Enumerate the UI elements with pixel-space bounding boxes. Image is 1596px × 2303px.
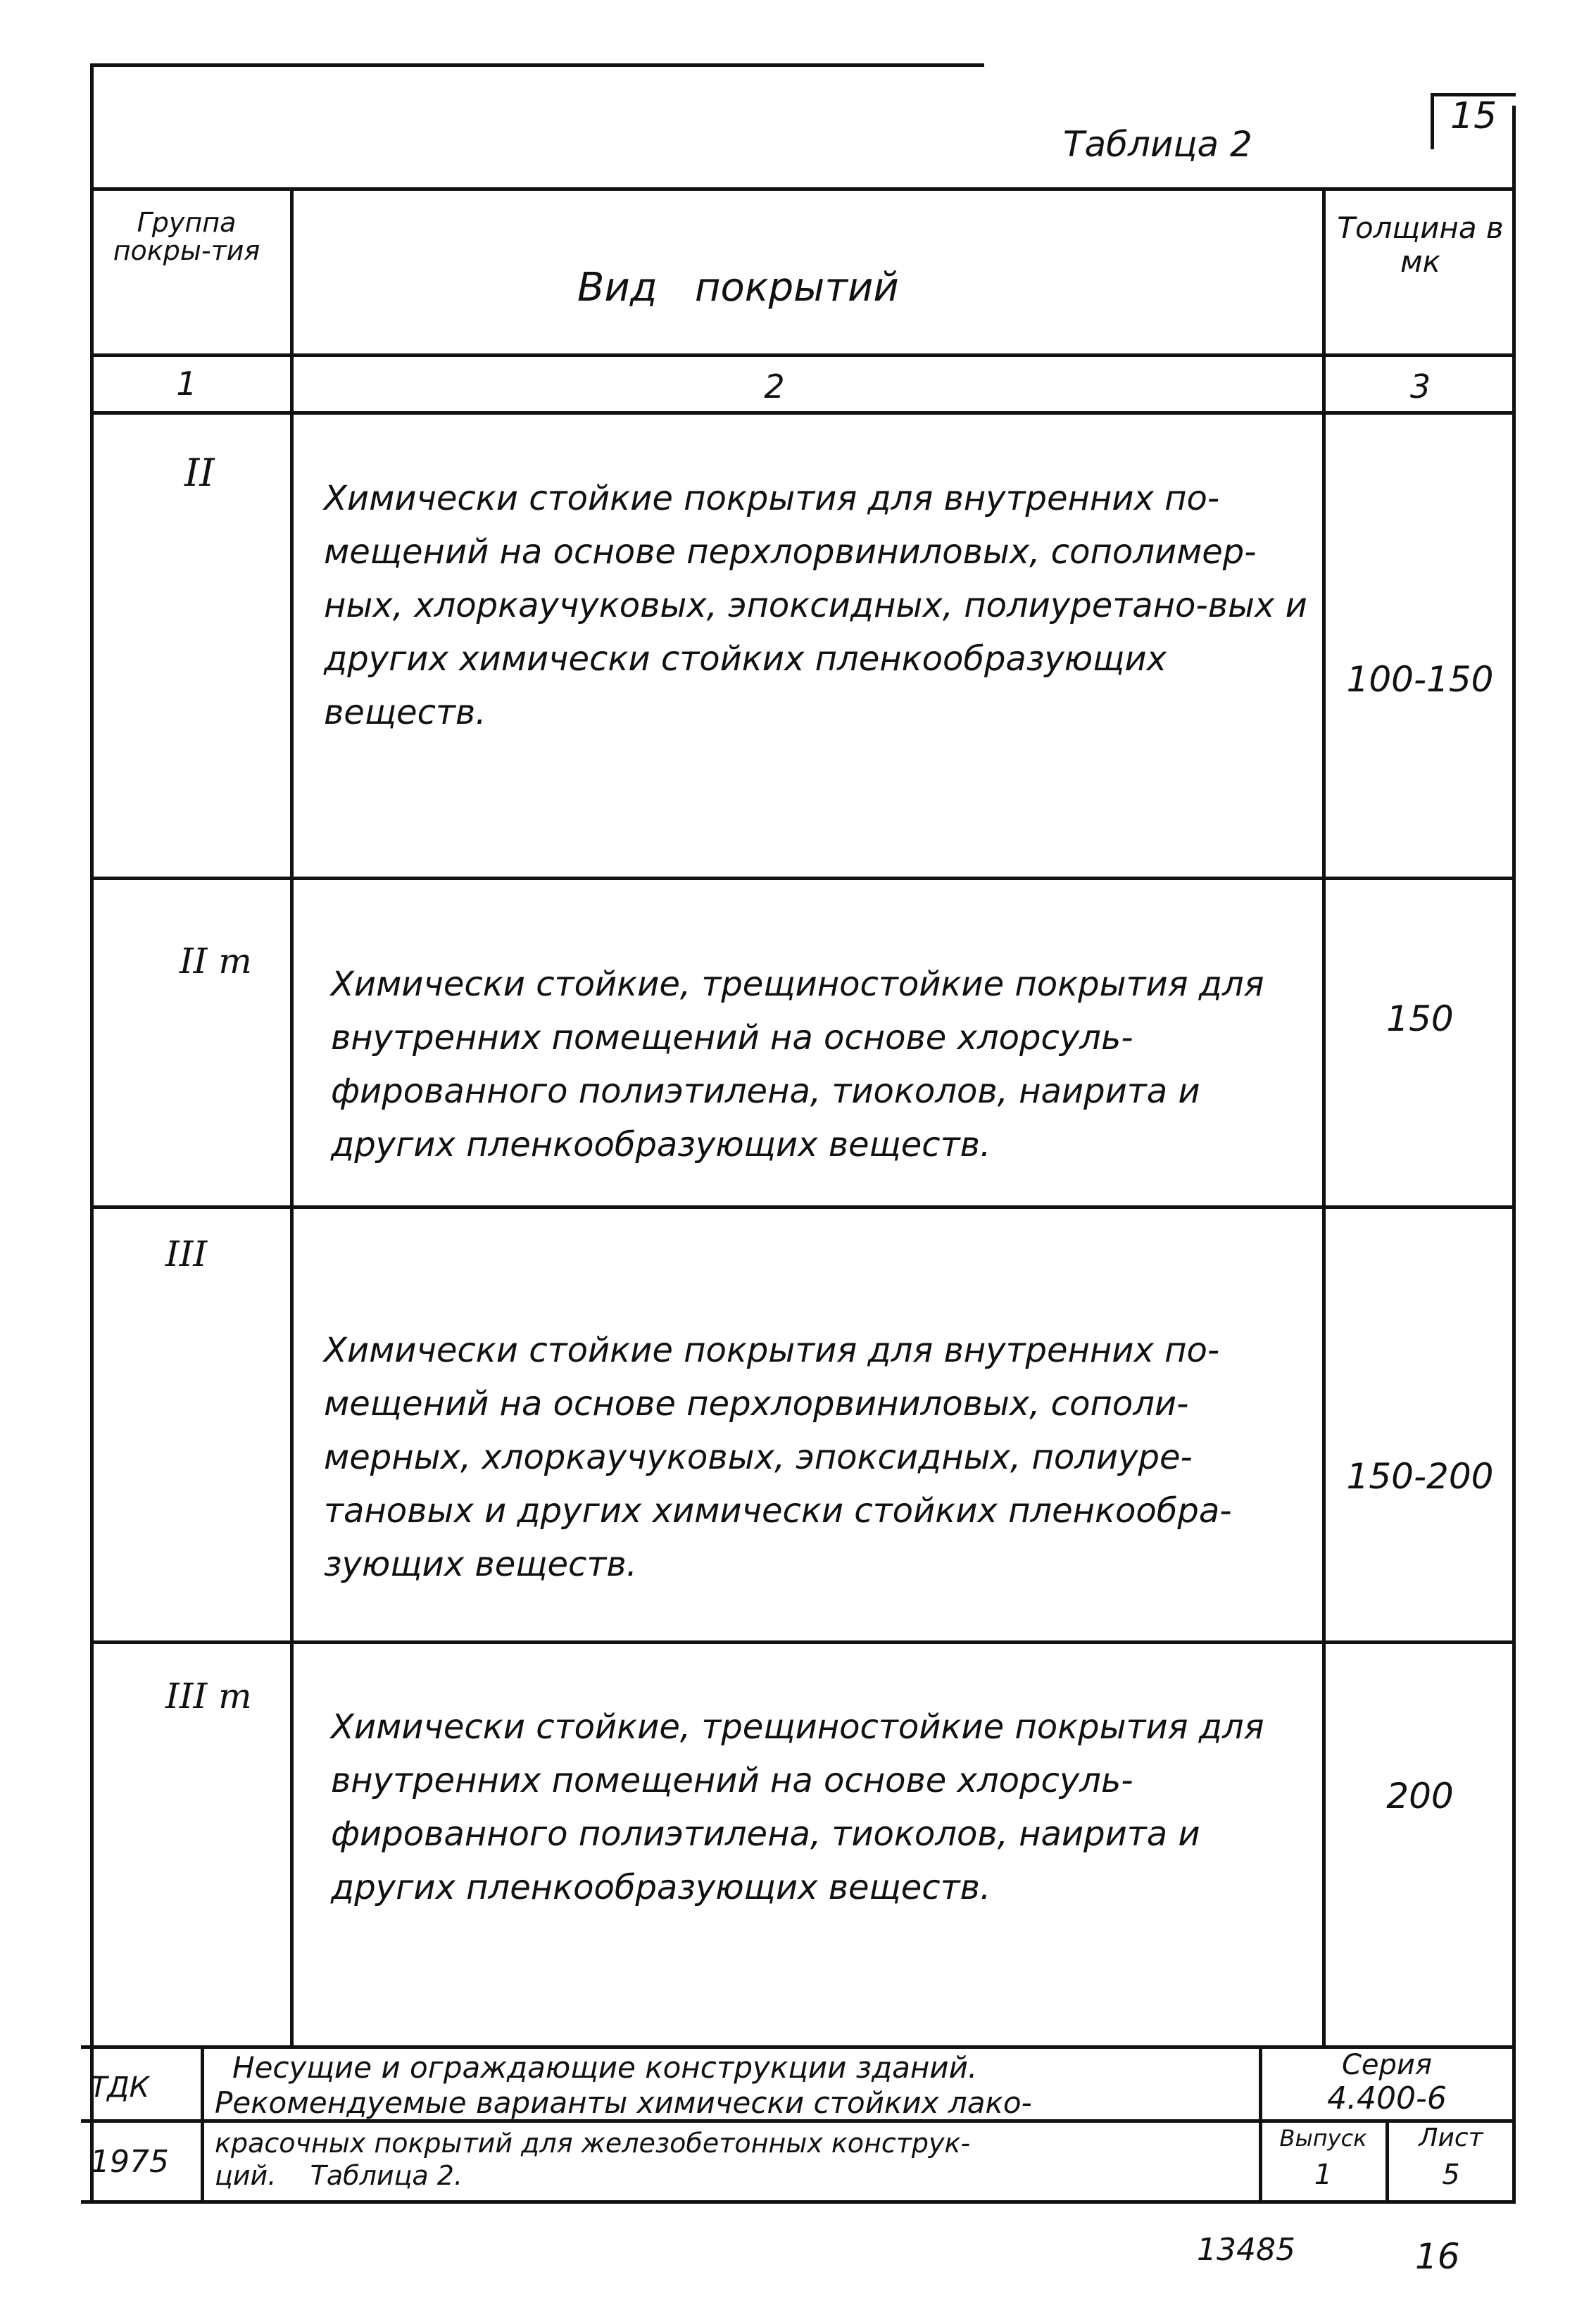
title-year: 1975 (90, 2144, 169, 2180)
sheet-label: Лист (1419, 2123, 1483, 2152)
col2-divider (1322, 187, 1326, 2047)
header-group: Группа покры-тия (113, 207, 260, 266)
row1-group: II (184, 451, 215, 495)
frame-right-line (1512, 106, 1516, 2204)
row3-separator (90, 1640, 1516, 1644)
page-number: 15 (1450, 95, 1497, 137)
frame-left-line (90, 63, 94, 2204)
frame-top-line (90, 63, 984, 67)
row3-thickness: 150-200 (1346, 1456, 1494, 1497)
title-line3: красочных покрытий для железобетонных конструк- (215, 2128, 971, 2159)
title-org: ТДК (90, 2071, 150, 2104)
row1-thickness: 100-150 (1346, 659, 1494, 700)
title-line1: Несущие и ограждающие конструкции зданий. (232, 2050, 978, 2085)
header-type: Вид покрытий (577, 265, 899, 310)
doc-number: 13485 (1197, 2232, 1295, 2268)
row4-group: III т (165, 1676, 252, 1717)
row3-group: III (165, 1234, 208, 1274)
row1-separator (90, 877, 1516, 880)
row2-separator (90, 1205, 1516, 1209)
colnum-1: 1 (176, 365, 197, 403)
header-thickness: Толщина в мк (1337, 211, 1504, 279)
row2-thickness: 150 (1386, 998, 1454, 1039)
footer-page: 16 (1415, 2236, 1460, 2277)
table-title: Таблица 2 (1063, 124, 1252, 165)
titleblock-left-divider (201, 2045, 204, 2204)
row2-group: II т (180, 941, 252, 981)
row3-description: Химически стойкие покрытия для внутренних по-мещений на основе перхлорвиниловых, сополи-мерных, хлоркаучуковых, эпоксидных, полиуре-тановых и других химически стойких пленкообра-зующих веществ. (324, 1331, 1232, 1584)
series-value: 4.400-6 (1327, 2081, 1447, 2116)
series-label: Серия (1342, 2049, 1432, 2081)
row2-description: Химически стойкие, трещиностойкие покрытия для внутренних помещений на основе хлорсуль-фированного полиэтилена, тиоколов, наирита и других пленкообразующих веществ. (331, 965, 1264, 1165)
col1-divider (290, 187, 294, 2047)
row4-description: Химически стойкие, трещиностойкие покрытия для внутренних помещений на основе хлорсуль-фированного полиэтилена, тиоколов, наирита и других пленкообразующих веществ. (331, 1707, 1264, 1907)
sheet-value: 5 (1442, 2159, 1460, 2191)
row1-description: Химически стойкие покрытия для внутренних по-мещений на основе перхлорвиниловых, сополимер-ных, хлоркаучуковых, эпоксидных, полиуретано-вых и других химически стойких пленкообразующих веществ. (324, 479, 1307, 732)
header-bottom-line (90, 353, 1516, 357)
colnum-bottom-line (90, 411, 1516, 415)
issue-label: Выпуск (1279, 2125, 1367, 2152)
title-line2: Рекомендуемые варианты химически стойких лако- (215, 2085, 1032, 2120)
title-line4: ций. Таблица 2. (215, 2160, 463, 2191)
colnum-2: 2 (764, 368, 785, 406)
page-box-left (1431, 93, 1434, 149)
titleblock-bottom-line (81, 2200, 1516, 2204)
issue-value: 1 (1314, 2159, 1333, 2191)
colnum-3: 3 (1409, 368, 1431, 406)
header-top-line (90, 187, 1516, 191)
row4-thickness: 200 (1386, 1776, 1454, 1816)
